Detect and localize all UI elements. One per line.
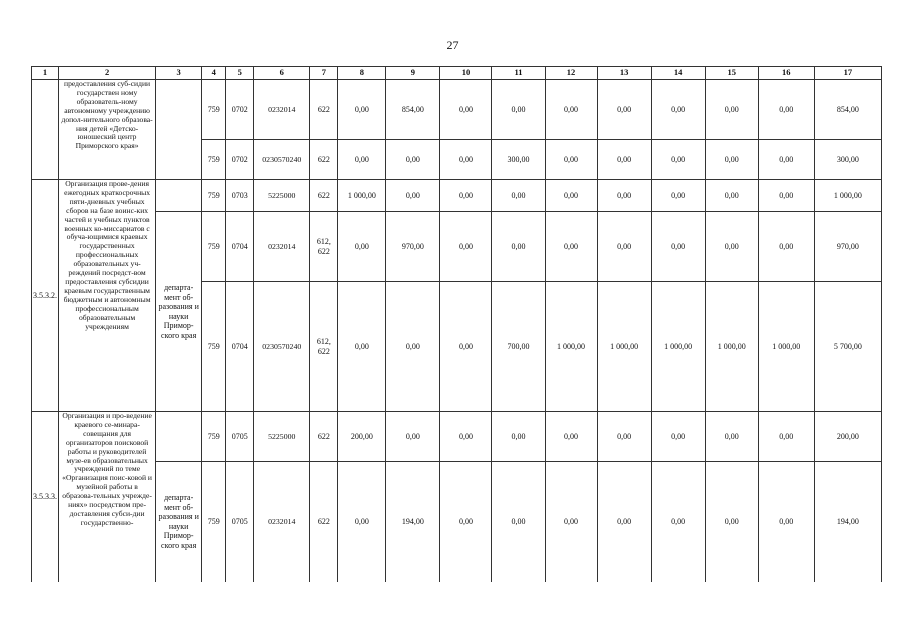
column-number-header: 11	[492, 67, 545, 80]
data-cell: 0,00	[338, 212, 386, 282]
executor-cell: департа-мент об-разования и науки Примор-ского края	[156, 462, 202, 582]
column-number-header: 12	[545, 67, 597, 80]
table-row	[32, 412, 882, 462]
data-cell: 200,00	[814, 412, 881, 462]
data-cell: 759	[202, 212, 226, 282]
data-cell: 612, 622	[310, 282, 338, 412]
budget-table	[31, 66, 882, 582]
data-cell: 0,00	[386, 412, 440, 462]
data-cell: 622	[310, 140, 338, 180]
data-cell: 0,00	[338, 462, 386, 582]
data-cell: 0,00	[705, 140, 758, 180]
data-cell: 0,00	[545, 180, 597, 212]
data-cell: 612, 622	[310, 212, 338, 282]
data-cell: 0,00	[705, 212, 758, 282]
data-cell: 1 000,00	[545, 282, 597, 412]
column-number-header: 4	[202, 67, 226, 80]
column-number-header: 8	[338, 67, 386, 80]
data-cell: 0,00	[545, 80, 597, 140]
table-row	[32, 180, 882, 212]
data-cell: 5225000	[254, 180, 310, 212]
data-cell: 0,00	[705, 462, 758, 582]
column-number-header: 7	[310, 67, 338, 80]
data-cell: 0,00	[386, 282, 440, 412]
table-row	[32, 80, 882, 140]
executor-cell: департа-мент об-разования и науки Примор-ского края	[156, 212, 202, 412]
data-cell: 0,00	[492, 80, 545, 140]
column-number-header: 14	[651, 67, 705, 80]
data-cell: 0703	[226, 180, 254, 212]
data-cell: 0,00	[758, 462, 814, 582]
table-row	[32, 462, 882, 582]
column-number-header: 16	[758, 67, 814, 80]
data-cell: 0,00	[597, 462, 651, 582]
data-cell: 0232014	[254, 462, 310, 582]
data-cell: 0,00	[651, 212, 705, 282]
data-cell: 0,00	[758, 212, 814, 282]
data-cell: 0,00	[338, 140, 386, 180]
column-number-header: 5	[226, 67, 254, 80]
header-row	[32, 67, 882, 80]
data-cell: 0,00	[492, 180, 545, 212]
column-number-header: 15	[705, 67, 758, 80]
data-cell: 0232014	[254, 212, 310, 282]
table-row	[32, 212, 882, 282]
data-cell: 622	[310, 462, 338, 582]
data-cell: 970,00	[386, 212, 440, 282]
data-cell: 0,00	[545, 140, 597, 180]
data-cell: 622	[310, 412, 338, 462]
data-cell: 759	[202, 180, 226, 212]
data-cell: 970,00	[814, 212, 881, 282]
data-cell: 0702	[226, 140, 254, 180]
data-cell: 0,00	[440, 140, 492, 180]
data-cell: 0,00	[651, 140, 705, 180]
column-number-header: 17	[814, 67, 881, 80]
data-cell: 0,00	[651, 80, 705, 140]
data-cell: 0,00	[597, 80, 651, 140]
measure-description: Организация и про-ведение краевого се-минара-совещания для организаторов поисковой работы и руководителей музе-ев образовательных учреждений по теме «Организация поис-ковой и музейной работы в образова-тельных учрежде-ниях» посредством пре-доставления субси-дии государственно-	[59, 412, 156, 582]
page-number: 27	[446, 38, 459, 52]
data-cell: 0,00	[440, 212, 492, 282]
data-cell: 0,00	[386, 180, 440, 212]
data-cell: 0,00	[338, 282, 386, 412]
data-cell: 0230570240	[254, 282, 310, 412]
data-cell: 300,00	[492, 140, 545, 180]
data-cell: 0,00	[758, 80, 814, 140]
data-cell: 0,00	[545, 462, 597, 582]
data-cell: 0,00	[440, 80, 492, 140]
data-cell: 0230570240	[254, 140, 310, 180]
data-cell: 0,00	[758, 140, 814, 180]
data-cell: 759	[202, 140, 226, 180]
data-cell: 0,00	[338, 80, 386, 140]
column-number-header: 6	[254, 67, 310, 80]
data-cell: 1 000,00	[758, 282, 814, 412]
data-cell: 0,00	[492, 462, 545, 582]
row-number-cell: 3.5.3.3.	[32, 412, 59, 582]
measure-description: Организация прове-дения ежегодных краткосрочных пяти-дневных учебных сборов на базе воинс-ких частей и учебных пунктов военных ко-миссариатов с обуча-ющимися краевых государственных профессиональных образовательных уч-реждений посредст-вом предоставления субсидии краевым государственным бюджетным и автономным профессиональным образовательным учреждениям	[59, 180, 156, 412]
data-cell: 5 700,00	[814, 282, 881, 412]
data-cell: 200,00	[338, 412, 386, 462]
data-cell: 0,00	[440, 412, 492, 462]
column-number-header: 2	[59, 67, 156, 80]
data-cell: 0,00	[651, 180, 705, 212]
column-number-header: 9	[386, 67, 440, 80]
row-number-cell: 3.5.3.2.	[32, 180, 59, 412]
column-number-header: 13	[597, 67, 651, 80]
data-cell: 759	[202, 80, 226, 140]
column-number-header: 3	[156, 67, 202, 80]
data-cell: 0,00	[492, 212, 545, 282]
data-cell: 0,00	[758, 412, 814, 462]
data-cell: 0,00	[597, 180, 651, 212]
data-cell: 0,00	[705, 412, 758, 462]
data-cell: 0,00	[386, 140, 440, 180]
data-cell: 0,00	[597, 212, 651, 282]
data-cell: 0,00	[651, 462, 705, 582]
data-cell: 854,00	[814, 80, 881, 140]
data-cell: 0232014	[254, 80, 310, 140]
data-cell: 622	[310, 180, 338, 212]
data-cell: 1 000,00	[338, 180, 386, 212]
data-cell: 0702	[226, 80, 254, 140]
data-cell: 0,00	[651, 412, 705, 462]
row-number-cell	[32, 80, 59, 180]
data-cell: 0,00	[705, 180, 758, 212]
data-cell: 854,00	[386, 80, 440, 140]
data-cell: 759	[202, 412, 226, 462]
data-cell: 194,00	[814, 462, 881, 582]
data-cell: 1 000,00	[705, 282, 758, 412]
data-cell: 5225000	[254, 412, 310, 462]
executor-cell	[156, 180, 202, 212]
data-cell: 759	[202, 282, 226, 412]
data-cell: 194,00	[386, 462, 440, 582]
data-cell: 0,00	[597, 140, 651, 180]
data-cell: 0,00	[492, 412, 545, 462]
data-cell: 1 000,00	[814, 180, 881, 212]
executor-cell	[156, 80, 202, 180]
data-cell: 0,00	[758, 180, 814, 212]
data-cell: 0,00	[545, 212, 597, 282]
data-cell: 0705	[226, 412, 254, 462]
data-cell: 0705	[226, 462, 254, 582]
data-cell: 0,00	[705, 80, 758, 140]
column-number-header: 10	[440, 67, 492, 80]
measure-description: предоставления суб-сидии государствен ному образователь-ному автономному учреждению допол-нительного образова-ния детей «Детско-юношеский центр Приморского края»	[59, 80, 156, 180]
data-cell: 622	[310, 80, 338, 140]
data-cell: 1 000,00	[651, 282, 705, 412]
data-cell: 759	[202, 462, 226, 582]
column-number-header: 1	[32, 67, 59, 80]
data-cell: 700,00	[492, 282, 545, 412]
data-cell: 0704	[226, 212, 254, 282]
data-cell: 0,00	[597, 412, 651, 462]
data-cell: 0,00	[440, 462, 492, 582]
data-cell: 300,00	[814, 140, 881, 180]
data-cell: 1 000,00	[597, 282, 651, 412]
data-cell: 0,00	[545, 412, 597, 462]
data-cell: 0,00	[440, 180, 492, 212]
data-cell: 0,00	[440, 282, 492, 412]
executor-cell	[156, 412, 202, 462]
data-cell: 0704	[226, 282, 254, 412]
